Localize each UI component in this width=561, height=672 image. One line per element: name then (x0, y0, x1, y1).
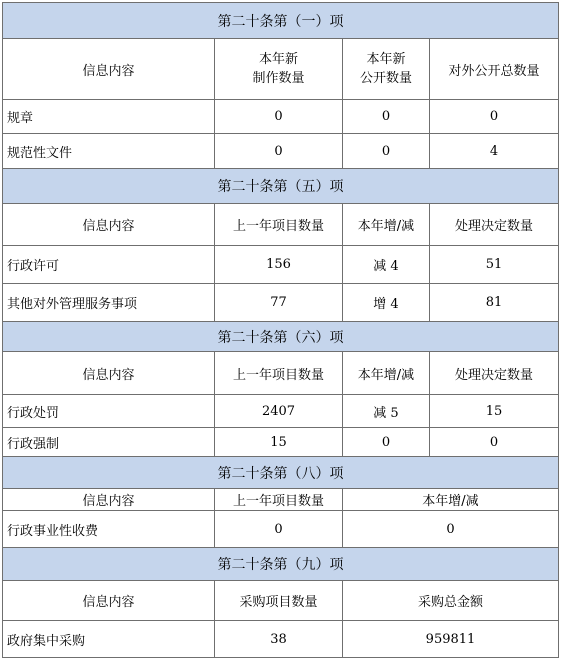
cell-value: 减 5 (343, 395, 430, 428)
cell-value: 0 (343, 428, 430, 457)
row-label: 行政许可 (3, 246, 215, 284)
table-row (3, 428, 559, 457)
column-header: 本年增/减 (343, 489, 559, 511)
table-row (3, 246, 559, 284)
column-header: 信息内容 (3, 581, 215, 621)
column-header-row (3, 489, 559, 511)
row-label: 规章 (3, 100, 215, 134)
cell-value: 0 (215, 100, 343, 134)
column-header: 信息内容 (3, 352, 215, 395)
cell-value: 0 (343, 100, 430, 134)
cell-value: 51 (430, 246, 559, 284)
column-header-row (3, 204, 559, 246)
column-header: 采购总金额 (343, 581, 559, 621)
table-row (3, 100, 559, 134)
cell-value: 0 (430, 428, 559, 457)
table-row (3, 395, 559, 428)
cell-value: 156 (215, 246, 343, 284)
column-header: 对外公开总数量 (430, 39, 559, 100)
cell-value: 4 (430, 134, 559, 169)
cell-value: 增 4 (343, 284, 430, 322)
table-row (3, 134, 559, 169)
column-header: 上一年项目数量 (215, 352, 343, 395)
row-label: 其他对外管理服务事项 (3, 284, 215, 322)
cell-value: 0 (215, 134, 343, 169)
cell-value: 0 (430, 100, 559, 134)
column-header: 上一年项目数量 (215, 204, 343, 246)
row-label: 规范性文件 (3, 134, 215, 169)
section-title: 第二十条第（五）项 (3, 169, 559, 204)
cell-value: 959811 (343, 621, 559, 658)
column-header-row (3, 352, 559, 395)
column-header: 信息内容 (3, 204, 215, 246)
cell-value: 15 (215, 428, 343, 457)
disclosure-table (2, 2, 559, 658)
column-header-row (3, 39, 559, 100)
column-header: 本年增/减 (343, 352, 430, 395)
column-header: 处理决定数量 (430, 204, 559, 246)
cell-value: 15 (430, 395, 559, 428)
cell-value: 0 (215, 511, 343, 548)
column-header-row (3, 581, 559, 621)
cell-value: 0 (343, 511, 559, 548)
section-title: 第二十条第（六）项 (3, 322, 559, 352)
section-header-row (3, 3, 559, 39)
table-row (3, 284, 559, 322)
cell-value: 38 (215, 621, 343, 658)
column-header: 本年增/减 (343, 204, 430, 246)
row-label: 行政事业性收费 (3, 511, 215, 548)
cell-value: 81 (430, 284, 559, 322)
cell-value: 0 (343, 134, 430, 169)
section-title: 第二十条第（一）项 (3, 3, 559, 39)
cell-value: 减 4 (343, 246, 430, 284)
cell-value: 77 (215, 284, 343, 322)
section-header-row (3, 322, 559, 352)
column-header: 处理决定数量 (430, 352, 559, 395)
cell-value: 2407 (215, 395, 343, 428)
column-header: 本年新 制作数量 (215, 39, 343, 100)
column-header: 信息内容 (3, 39, 215, 100)
section-title: 第二十条第（八）项 (3, 457, 559, 489)
section-header-row (3, 457, 559, 489)
section-title: 第二十条第（九）项 (3, 548, 559, 581)
table-row (3, 621, 559, 658)
section-header-row (3, 548, 559, 581)
table-row (3, 511, 559, 548)
row-label: 政府集中采购 (3, 621, 215, 658)
column-header: 本年新 公开数量 (343, 39, 430, 100)
row-label: 行政强制 (3, 428, 215, 457)
row-label: 行政处罚 (3, 395, 215, 428)
column-header: 上一年项目数量 (215, 489, 343, 511)
column-header: 信息内容 (3, 489, 215, 511)
section-header-row (3, 169, 559, 204)
column-header: 采购项目数量 (215, 581, 343, 621)
